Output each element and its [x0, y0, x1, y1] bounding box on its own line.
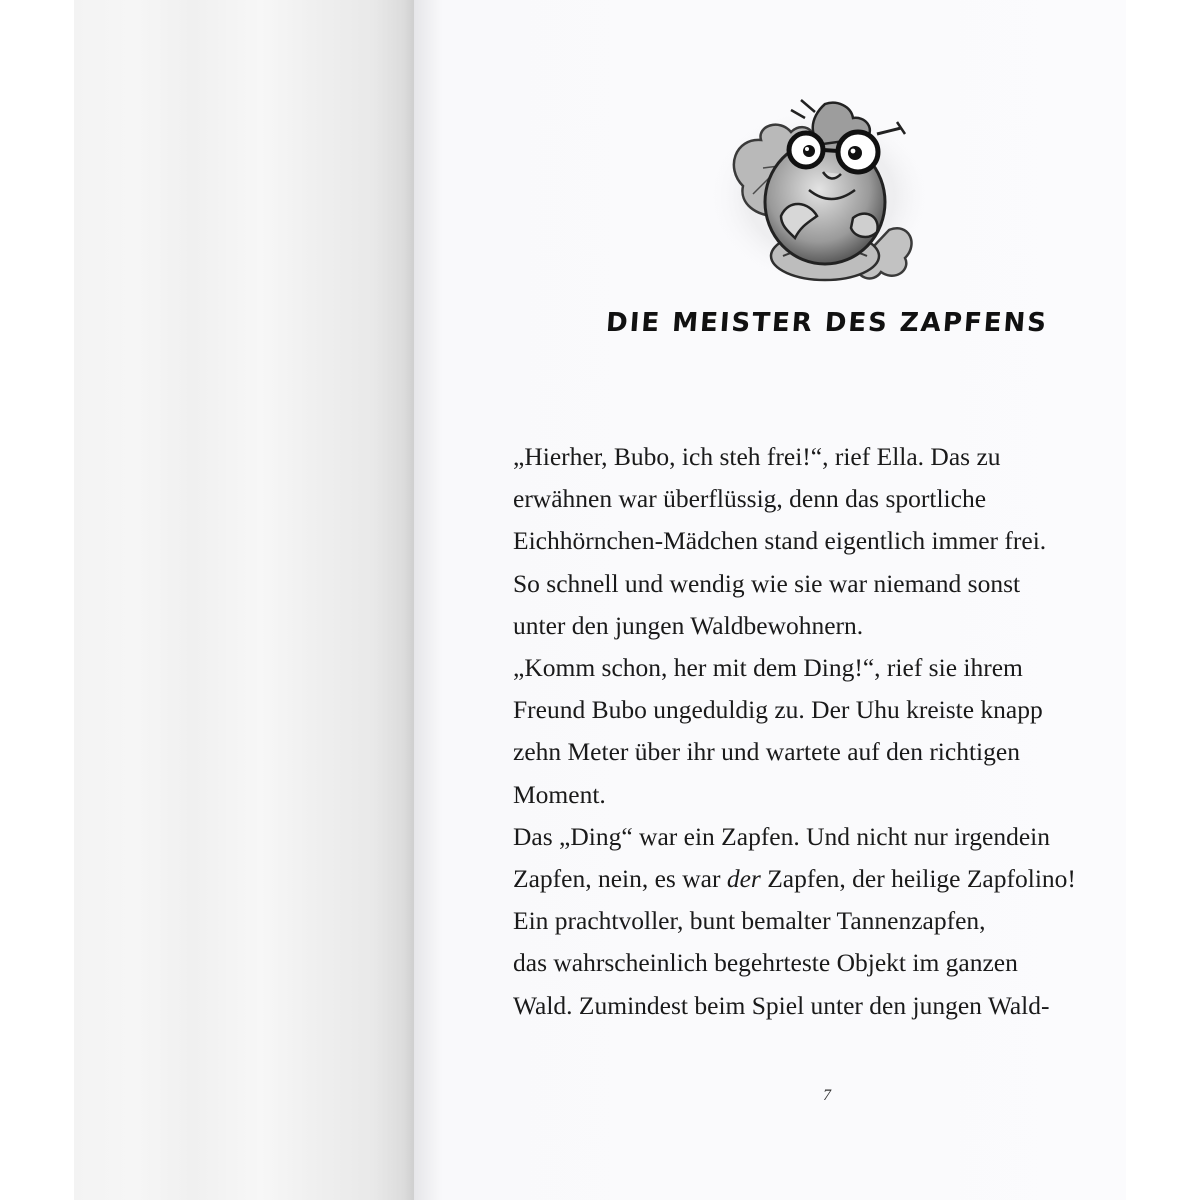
- text-line: Wald. Zumindest beim Spiel unter den jungen Wald-: [513, 990, 1050, 1020]
- text-line: Ein prachtvoller, bunt bemalter Tannenzapfen,: [513, 906, 986, 936]
- text-line-emphasis: [513, 858, 1133, 900]
- text-line: So schnell und wendig wie sie war niemand sonst: [513, 568, 1021, 598]
- text-line: das wahrscheinlich begehrteste Objekt im ganzen: [513, 948, 1018, 978]
- text-line: Eichhörnchen-Mädchen stand eigentlich immer frei.: [513, 526, 1047, 556]
- owl-with-glasses-icon: [705, 98, 937, 288]
- text-line: „Hierher, Bubo, ich steh frei!“, rief Ella. Das zu: [513, 442, 1001, 471]
- text-segment: Zapfen, der heilige Zapfolino!: [760, 864, 1076, 894]
- left-page: [74, 0, 414, 1200]
- text-line: erwähnen war überflüssig, denn das sportliche: [513, 484, 987, 514]
- text-line: unter den jungen Waldbewohnern.: [513, 610, 864, 640]
- chapter-title: DIE MEISTER DES ZAPFENS: [605, 308, 1049, 338]
- text-line: Freund Bubo ungeduldig zu. Der Uhu kreiste knapp: [513, 695, 1043, 725]
- text-segment: Zapfen, nein, es war: [513, 864, 727, 894]
- text-line: „Komm schon, her mit dem Ding!“, rief sie ihrem: [513, 653, 1023, 683]
- text-line: Das „Ding“ war ein Zapfen. Und nicht nur irgendein: [513, 821, 1050, 851]
- body-text: [513, 436, 1133, 1027]
- page-number: 7: [823, 1087, 831, 1104]
- emphasized-word: der: [726, 864, 761, 894]
- text-line: zehn Meter über ihr und wartete auf den richtigen: [513, 737, 1020, 767]
- text-line: Moment.: [513, 779, 606, 809]
